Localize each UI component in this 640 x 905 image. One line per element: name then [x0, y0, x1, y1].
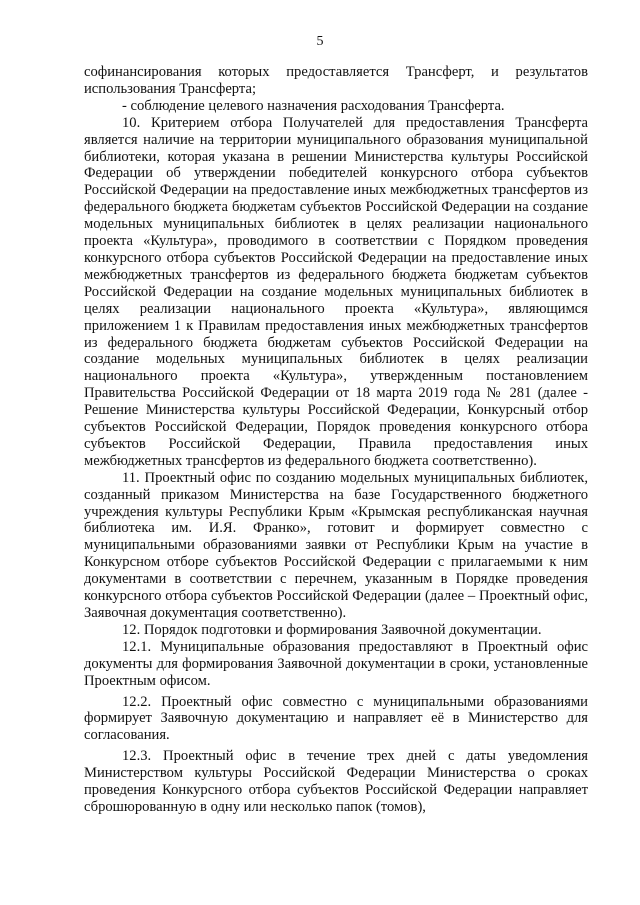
paragraph-12-1: 12.1. Муниципальные образования предоставляют в Проектный офис документы для формирования Заявочной документации в сроки, установленные Проектным офисом. [84, 638, 588, 689]
paragraph-continuation: софинансирования которых предоставляется Трансферт, и результатов использования Трансферта; [84, 64, 588, 97]
paragraph-11-project-office: 11. Проектный офис по созданию модельных муниципальных библиотек, созданный приказом Министерства на базе Государственного бюджетного учреждения культуры Республики Крым «Крымская республиканская научная библиотека им. И.Я. Франко», готовит и формирует совместно с муниципальными образованиями заявки от Республики Крым на участие в Конкурсном отборе субъектов Российской Федерации с прилагаемыми к ним документами в соответствии с перечнем, указанным в Порядке проведения конкурсного отбора субъектов Российской Федерации (далее – Проектный офис, Заявочная документация соответственно). [84, 469, 588, 621]
paragraph-12-application-procedure: 12. Порядок подготовки и формирования Заявочной документации. [122, 621, 542, 638]
paragraph-12-2: 12.2. Проектный офис совместно с муниципальными образованиями формирует Заявочную документацию и направляет её в Министерство для согласования. [84, 693, 588, 744]
page-number: 5 [316, 34, 324, 49]
paragraph-bullet-target-use: - соблюдение целевого назначения расходования Трансферта. [122, 97, 505, 114]
document-body [84, 64, 588, 816]
paragraph-12-3: 12.3. Проектный офис в течение трех дней с даты уведомления Министерством культуры Российской Федерации Министерства о сроках проведения Конкурсного отбора субъектов Российской Федерации направляет сброшюрованную в одну или несколько папок (томов), [84, 748, 588, 815]
paragraph-10-selection-criterion: 10. Критерием отбора Получателей для предоставления Трансферта является наличие на территории муниципального образования муниципальной библиотеки, которая указана в решении Министерства культуры Российской Федерации об утверждении победителей конкурсного отбора субъектов Российской Федерации на предоставление иных межбюджетных трансфертов из федерального бюджета бюджетам субъектов Российской Федерации на создание модельных муниципальных библиотек в целях реализации национального проекта «Культура», проводимого в соответствии с Порядком проведения конкурсного отбора субъектов Российской Федерации на предоставление иных межбюджетных трансфертов из федерального бюджета бюджетам субъектов Российской Федерации на создание модельных муниципальных библиотек в целях реализации национального проекта «Культура», являющимся приложением 1 к Правилам предоставления иных межбюджетных трансфертов из федерального бюджета бюджетам субъектов Российской Федерации на создание модельных муниципальных библиотек в целях реализации национального проекта «Культура», утвержденным постановлением Правительства Российской Федерации от 18 марта 2019 года № 281 (далее - Решение Министерства культуры Российской Федерации, Конкурсный отбор субъектов Российской Федерации, Порядок проведения конкурсного отбора субъектов Российской Федерации, Правила предоставления иных межбюджетных трансфертов из федерального бюджета соответственно). [84, 114, 588, 469]
